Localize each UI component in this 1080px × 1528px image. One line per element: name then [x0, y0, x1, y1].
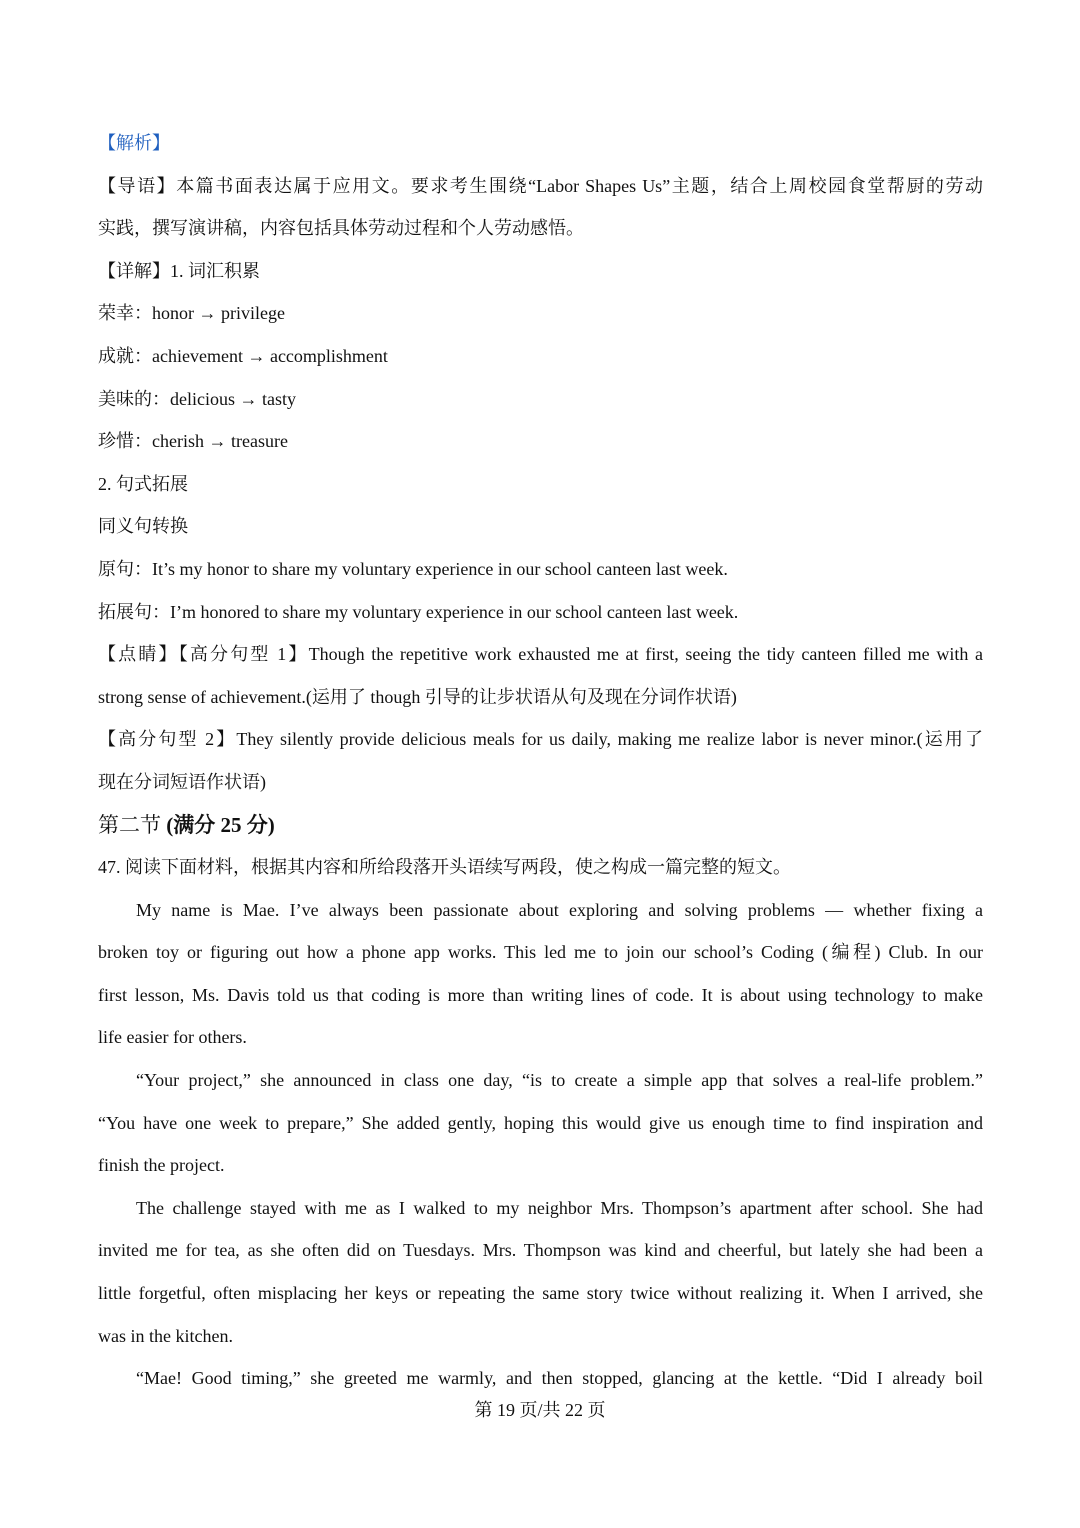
section-score: (满分 25 分): [166, 812, 275, 837]
paragraph-line: life easier for others.: [98, 1027, 247, 1048]
paragraph-line: little forgetful, often misplacing her keys or repeating the same story twice without realizing it. When I arrived, she: [98, 1283, 983, 1304]
paragraph-line: invited me for tea, as she often did on Tuesdays. Mrs. Thompson was kind and cheerful, but lately she had been a: [98, 1240, 983, 1261]
analysis-label: 【解析】: [98, 133, 170, 153]
vocab-item: 美味的：delicious → tasty: [98, 388, 296, 409]
paragraph-line: “You have one week to prepare,” She added gently, hoping this would give us enough time to find inspiration and: [98, 1112, 983, 1133]
highlight-2: 现在分词短语作状语): [98, 771, 266, 792]
highlight-1: strong sense of achievement.(运用了 though 引导的让步状语从句及现在分词作状语): [98, 686, 737, 707]
intro-line: 实践，撰写演讲稿，内容包括具体劳动过程和个人劳动感悟。: [98, 218, 584, 239]
document-page: [98, 122, 983, 1400]
highlight-2: 【高分句型 2】They silently provide delicious meals for us daily, making me realize labor is never minor.(运用了: [98, 729, 983, 750]
vocab-item: 珍惜：cherish → treasure: [98, 431, 288, 452]
extended-sentence: 拓展句：I’m honored to share my voluntary experience in our school canteen last week.: [98, 601, 739, 622]
paragraph-line: The challenge stayed with me as I walked to my neighbor Mrs. Thompson’s apartment after school. She had: [136, 1197, 983, 1218]
detail-heading: 【详解】1. 词汇积累: [98, 260, 260, 281]
original-sentence: 原句：It’s my honor to share my voluntary experience in our school canteen last week.: [98, 558, 728, 579]
paragraph-line: broken toy or figuring out how a phone app works. This led me to join our school’s Coding (编程) Club. In our: [98, 942, 983, 963]
pattern-heading: 2. 句式拓展: [98, 473, 188, 494]
vocab-item: 荣幸：honor → privilege: [98, 303, 285, 324]
intro-line: 【导语】本篇书面表达属于应用文。要求考生围绕“Labor Shapes Us”主题，结合上周校园食堂帮厨的劳动: [98, 175, 983, 196]
vocab-item: 成就：achievement → accomplishment: [98, 345, 388, 366]
question-prompt: 47. 阅读下面材料，根据其内容和所给段落开头语续写两段，使之构成一篇完整的短文。: [98, 857, 791, 878]
section-title: [98, 804, 983, 847]
paragraph-line: My name is Mae. I’ve always been passionate about exploring and solving problems — whether fixing a: [136, 899, 983, 920]
highlight-1: 【点睛】【高分句型 1】Though the repetitive work exhausted me at first, seeing the tidy canteen filled me with a: [98, 644, 983, 665]
paragraph-line: “Mae! Good timing,” she greeted me warmly, and then stopped, glancing at the kettle. “Did I already boil: [136, 1368, 983, 1389]
paragraph-line: first lesson, Ms. Davis told us that coding is more than writing lines of code. It is about using technology to make: [98, 984, 983, 1005]
synonym-heading: 同义句转换: [98, 516, 188, 537]
section-title-cn: 第二节: [98, 812, 161, 837]
paragraph-line: was in the kitchen.: [98, 1325, 233, 1346]
page-footer: 第 19 页/共 22 页: [474, 1400, 606, 1420]
paragraph-line: “Your project,” she announced in class one day, “is to create a simple app that solves a real-life problem.”: [136, 1070, 983, 1091]
paragraph-line: finish the project.: [98, 1155, 225, 1176]
